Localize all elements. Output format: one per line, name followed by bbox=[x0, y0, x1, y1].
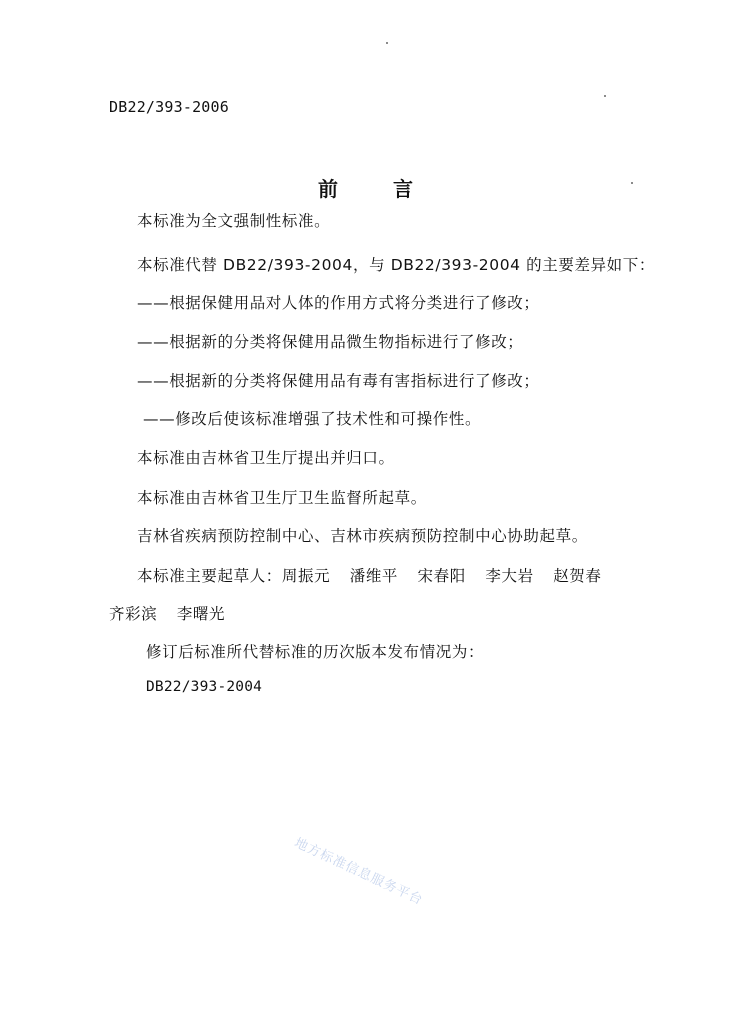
paragraph-drafted-by: 本标准由吉林省卫生厅卫生监督所起草。 bbox=[137, 489, 427, 507]
list-item-change-microbial: ——根据新的分类将保健用品微生物指标进行了修改； bbox=[137, 333, 524, 351]
paragraph-main-drafters: 本标准主要起草人：周振元 潘维平 宋春阳 李大岩 赵贺春 bbox=[137, 567, 602, 585]
paragraph-replaces-standard: 本标准代替 DB22/393-2004，与 DB22/393-2004 的主要差异如下： bbox=[137, 256, 655, 274]
page-title: 前 言 bbox=[318, 177, 413, 201]
watermark: 地方标准信息服务平台 bbox=[291, 835, 426, 909]
document-code: DB22/393-2006 bbox=[109, 98, 229, 116]
scan-speck bbox=[631, 182, 633, 184]
previous-edition-code: DB22/393-2004 bbox=[146, 679, 263, 695]
paragraph-proposed-by: 本标准由吉林省卫生厅提出并归口。 bbox=[137, 449, 395, 467]
list-item-change-classification: ——根据保健用品对人体的作用方式将分类进行了修改； bbox=[137, 294, 540, 312]
list-item-change-toxic: ——根据新的分类将保健用品有毒有害指标进行了修改； bbox=[137, 372, 540, 390]
paragraph-previous-editions: 修订后标准所代替标准的历次版本发布情况为： bbox=[146, 643, 485, 661]
paragraph-main-drafters-cont: 齐彩滨 李曙光 bbox=[109, 605, 226, 623]
scan-speck bbox=[604, 95, 606, 97]
scan-speck bbox=[386, 42, 388, 44]
paragraph-mandatory-standard: 本标准为全文强制性标准。 bbox=[137, 212, 331, 230]
paragraph-assisted-by: 吉林省疾病预防控制中心、吉林市疾病预防控制中心协助起草。 bbox=[137, 527, 588, 545]
list-item-change-operability: ——修改后使该标准增强了技术性和可操作性。 bbox=[143, 410, 482, 428]
